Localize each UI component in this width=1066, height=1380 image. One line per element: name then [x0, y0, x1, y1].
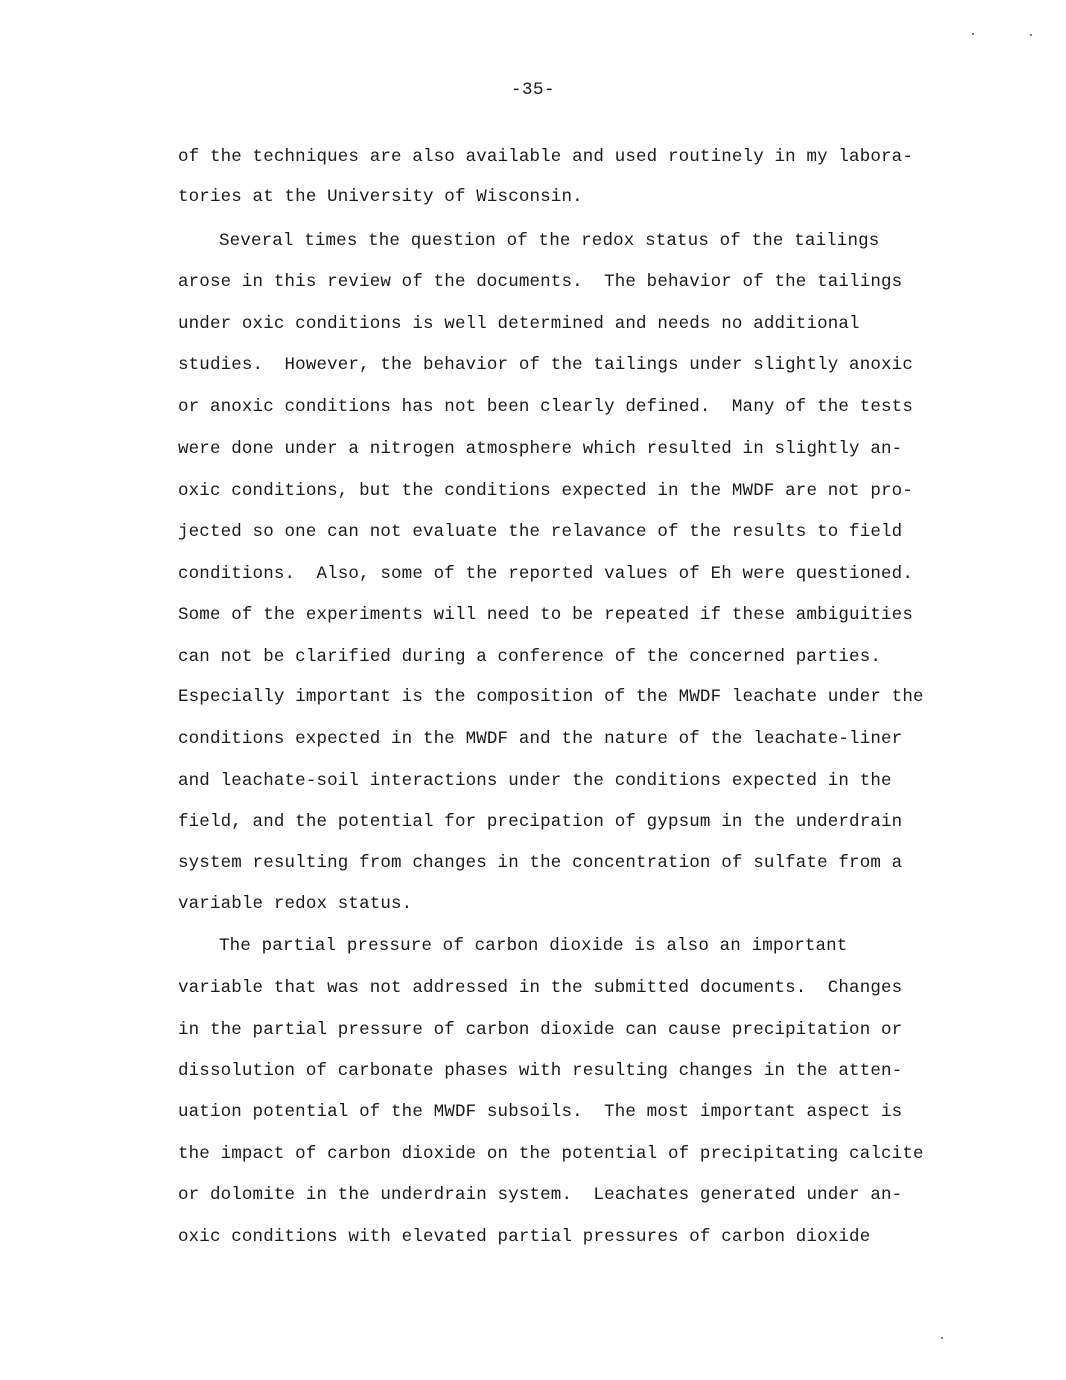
text-line: studies. However, the behavior of the tailings under slightly anoxic — [178, 355, 913, 375]
text-line: and leachate-soil interactions under the conditions expected in the — [178, 771, 892, 791]
text-line: variable redox status. — [178, 894, 413, 914]
text-line: oxic conditions with elevated partial pressures of carbon dioxide — [178, 1227, 871, 1247]
text-line: Especially important is the composition of the MWDF leachate under the — [178, 687, 924, 707]
text-line: system resulting from changes in the concentration of sulfate from a — [178, 853, 903, 873]
text-line: conditions expected in the MWDF and the nature of the leachate-liner — [178, 729, 903, 749]
paragraph-start-line: The partial pressure of carbon dioxide is also an important — [219, 936, 848, 956]
text-line: or dolomite in the underdrain system. Leachates generated under an- — [178, 1185, 903, 1205]
text-line: or anoxic conditions has not been clearly defined. Many of the tests — [178, 397, 913, 417]
text-line: field, and the potential for precipation of gypsum in the underdrain — [178, 812, 903, 832]
text-line: jected so one can not evaluate the relavance of the results to field — [178, 522, 903, 542]
text-line: in the partial pressure of carbon dioxide can cause precipitation or — [178, 1020, 903, 1040]
text-line: of the techniques are also available and used routinely in my labora- — [178, 147, 913, 167]
page-number: -35- — [510, 80, 555, 100]
text-line: oxic conditions, but the conditions expected in the MWDF are not pro- — [178, 481, 913, 501]
text-line: under oxic conditions is well determined and needs no additional — [178, 314, 860, 334]
text-line: can not be clarified during a conference of the concerned parties. — [178, 647, 882, 667]
text-line: conditions. Also, some of the reported values of Eh were questioned. — [178, 564, 913, 584]
text-line: dissolution of carbonate phases with resulting changes in the atten- — [178, 1061, 903, 1081]
paragraph-start-line: Several times the question of the redox status of the tailings — [219, 231, 880, 251]
scan-speck — [941, 1337, 943, 1339]
scan-speck — [1030, 34, 1032, 36]
scan-speck — [972, 33, 974, 35]
text-line: arose in this review of the documents. The behavior of the tailings — [178, 272, 903, 292]
text-line: uation potential of the MWDF subsoils. The most important aspect is — [178, 1102, 903, 1122]
text-line: Some of the experiments will need to be repeated if these ambiguities — [178, 605, 913, 625]
text-line: tories at the University of Wisconsin. — [178, 187, 583, 207]
text-line: the impact of carbon dioxide on the potential of precipitating calcite — [178, 1144, 924, 1164]
text-line: were done under a nitrogen atmosphere which resulted in slightly an- — [178, 439, 903, 459]
text-line: variable that was not addressed in the submitted documents. Changes — [178, 978, 903, 998]
